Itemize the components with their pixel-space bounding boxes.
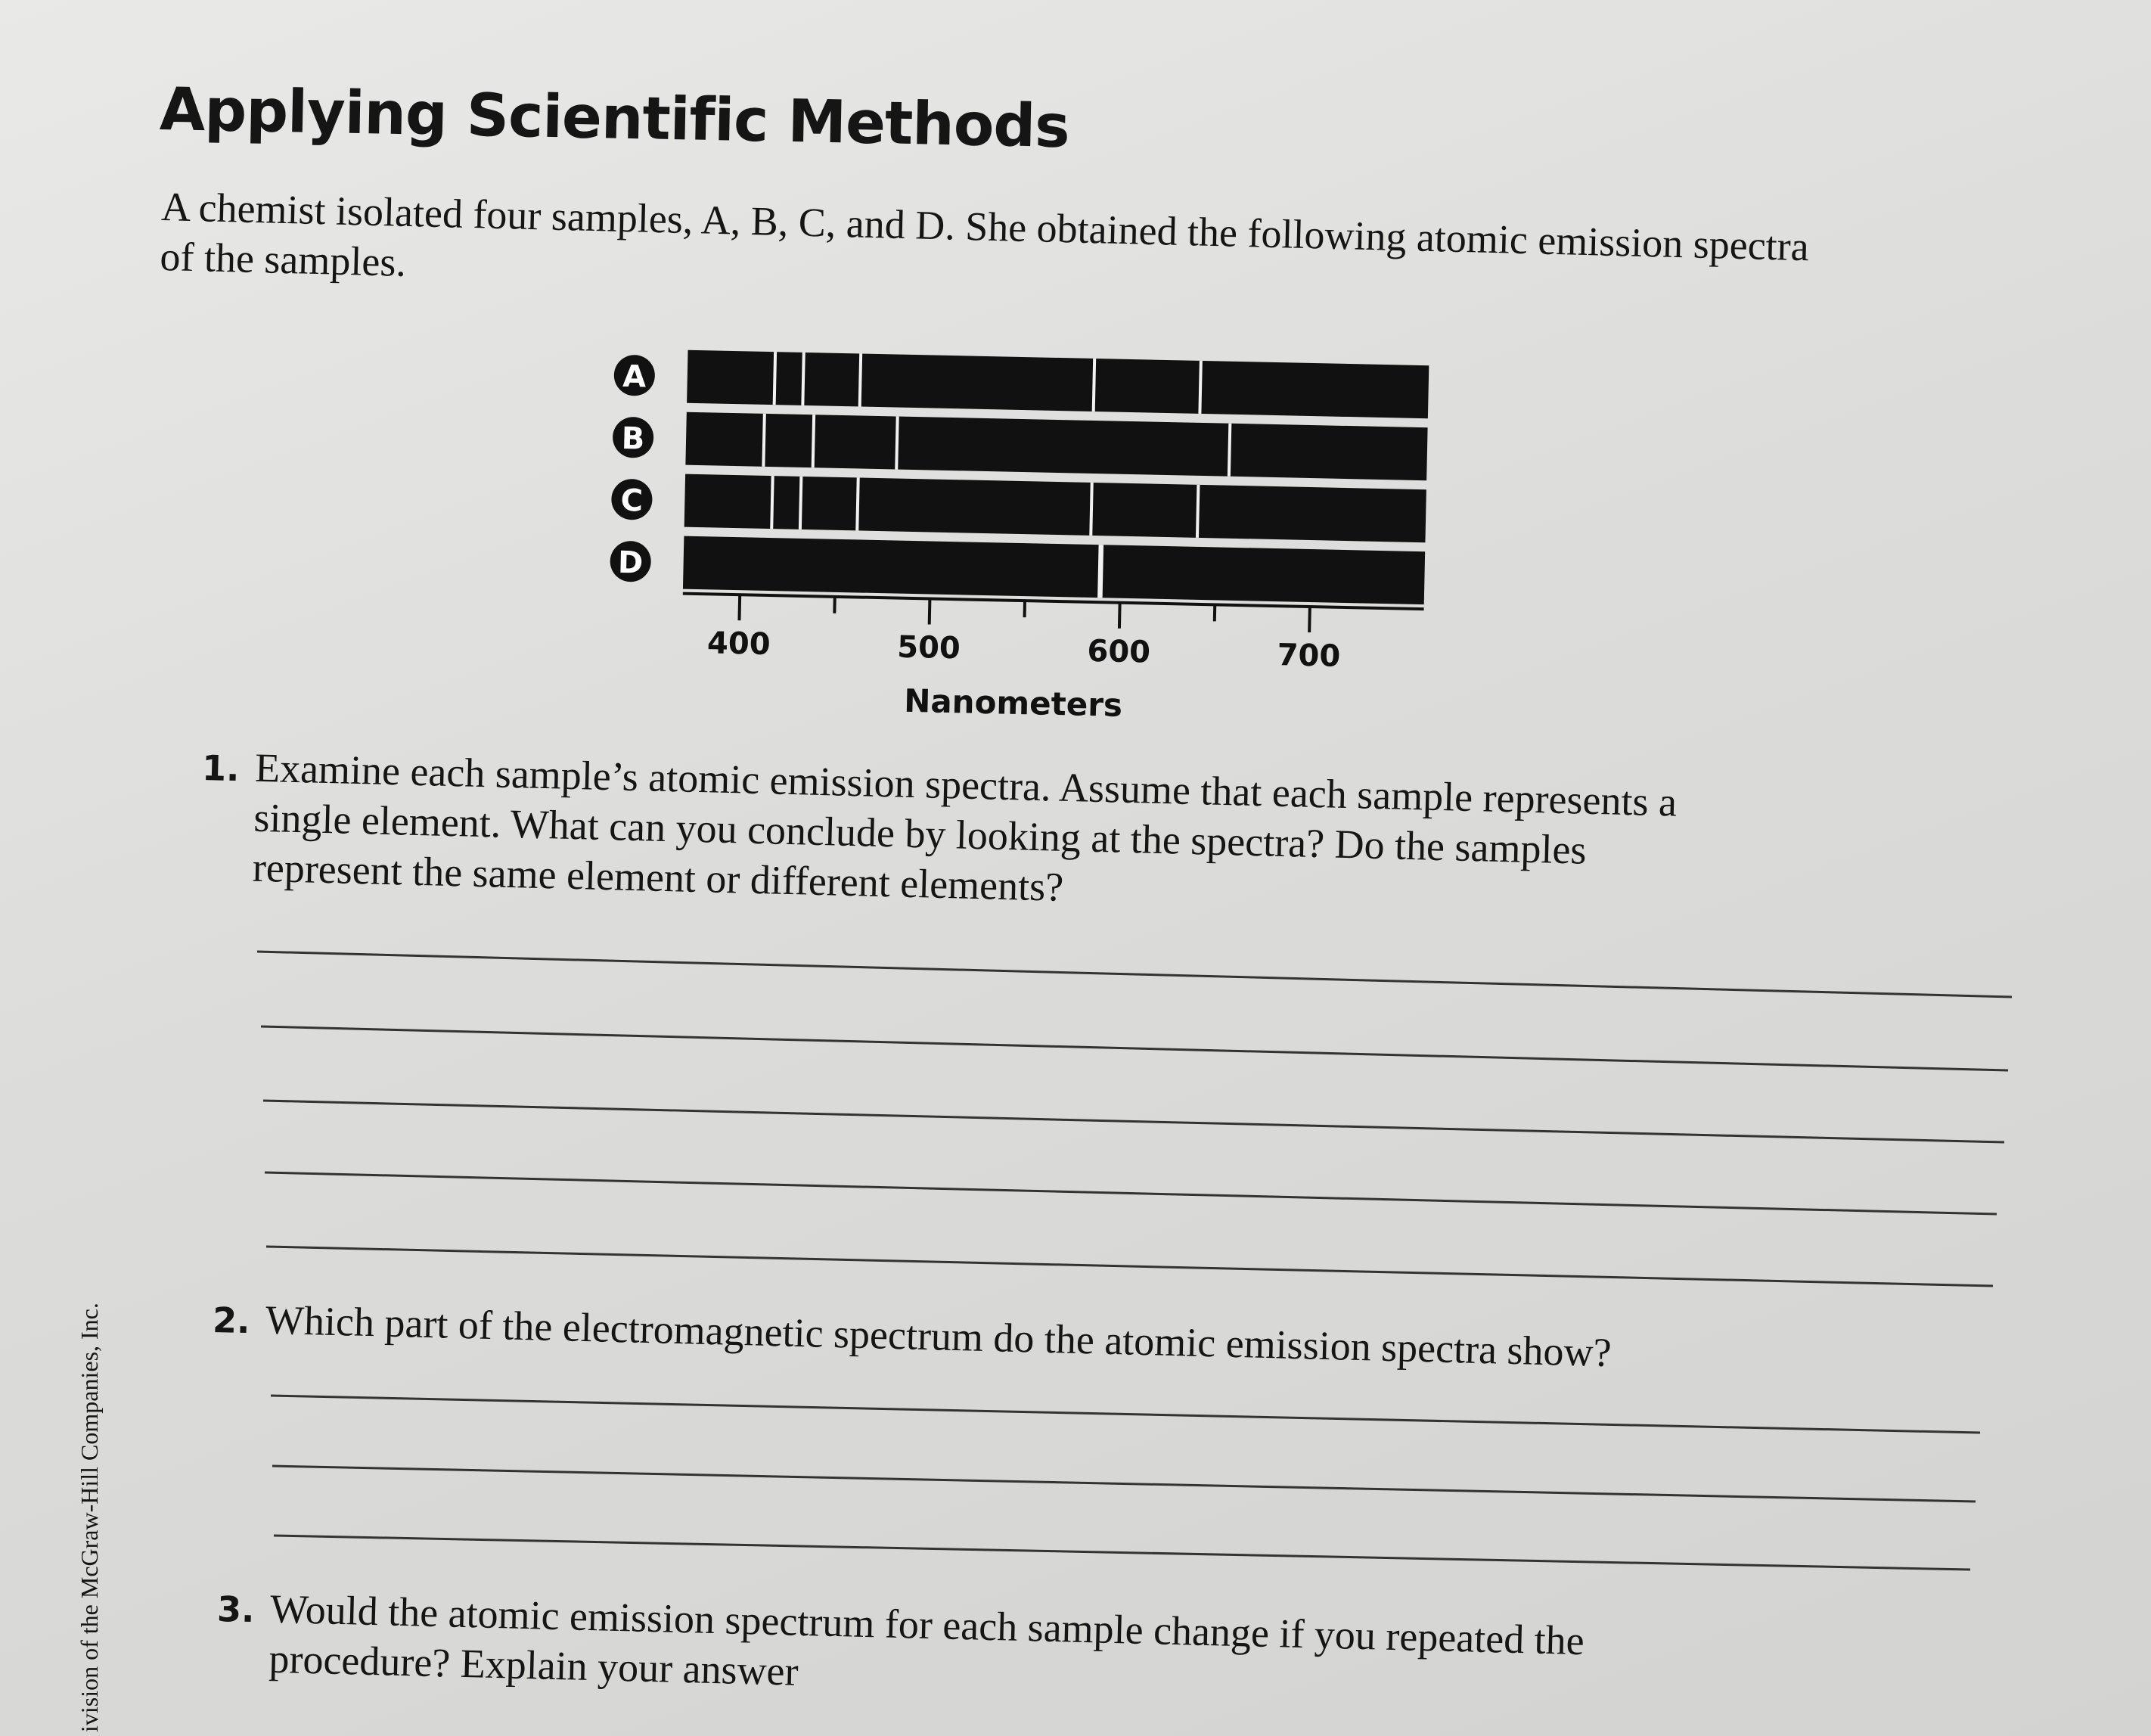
question-2-number: 2. (212, 1299, 251, 1342)
answer-line-q1-1[interactable] (257, 952, 2012, 997)
question-1-number: 1. (201, 747, 241, 790)
question-2-text: Which part of the electromagnetic spectrum do the atomic emission spectra show? (265, 1297, 1612, 1376)
sample-a-label: A (622, 359, 647, 395)
answer-line-q2-1[interactable] (271, 1396, 1980, 1433)
x-tick-label-700: 700 (1277, 638, 1341, 674)
answer-line-q2-3[interactable] (274, 1536, 1970, 1570)
worksheet-title: Applying Scientific Methods (159, 76, 1070, 162)
answer-line-q1-2[interactable] (261, 1026, 2008, 1070)
question-3-text: Would the atomic emission spectrum for each sample change if you repeated the procedure? Explain your answer (268, 1585, 1585, 1694)
sample-d-label: D (617, 545, 644, 581)
answer-line-q1-4[interactable] (265, 1172, 1997, 1214)
sample-b-label: B (621, 421, 645, 457)
x-axis-label: Nanometers (903, 682, 1123, 724)
publisher-credit: ivision of the McGraw-Hill Companies, Inc. (76, 1303, 103, 1732)
x-tick-label-500: 500 (896, 629, 961, 666)
answer-line-q1-5[interactable] (266, 1247, 1993, 1286)
answer-line-q2-2[interactable] (272, 1466, 1976, 1502)
x-tick-label-600: 600 (1087, 633, 1151, 670)
intro-paragraph: A chemist isolated four samples, A, B, C, and D. She obtained the following atomic emission spectra of the samples. (159, 183, 1810, 285)
sample-c-label: C (620, 483, 644, 519)
question-1-text: Examine each sample’s atomic emission spectra. Assume that each sample represents a single element. What can you conclude by looking at the spectra? Do the samples represent the same element or different elements? (252, 744, 1678, 910)
answer-line-q1-3[interactable] (263, 1101, 2004, 1142)
question-3-number: 3. (216, 1588, 256, 1631)
x-tick-label-400: 400 (706, 626, 771, 663)
